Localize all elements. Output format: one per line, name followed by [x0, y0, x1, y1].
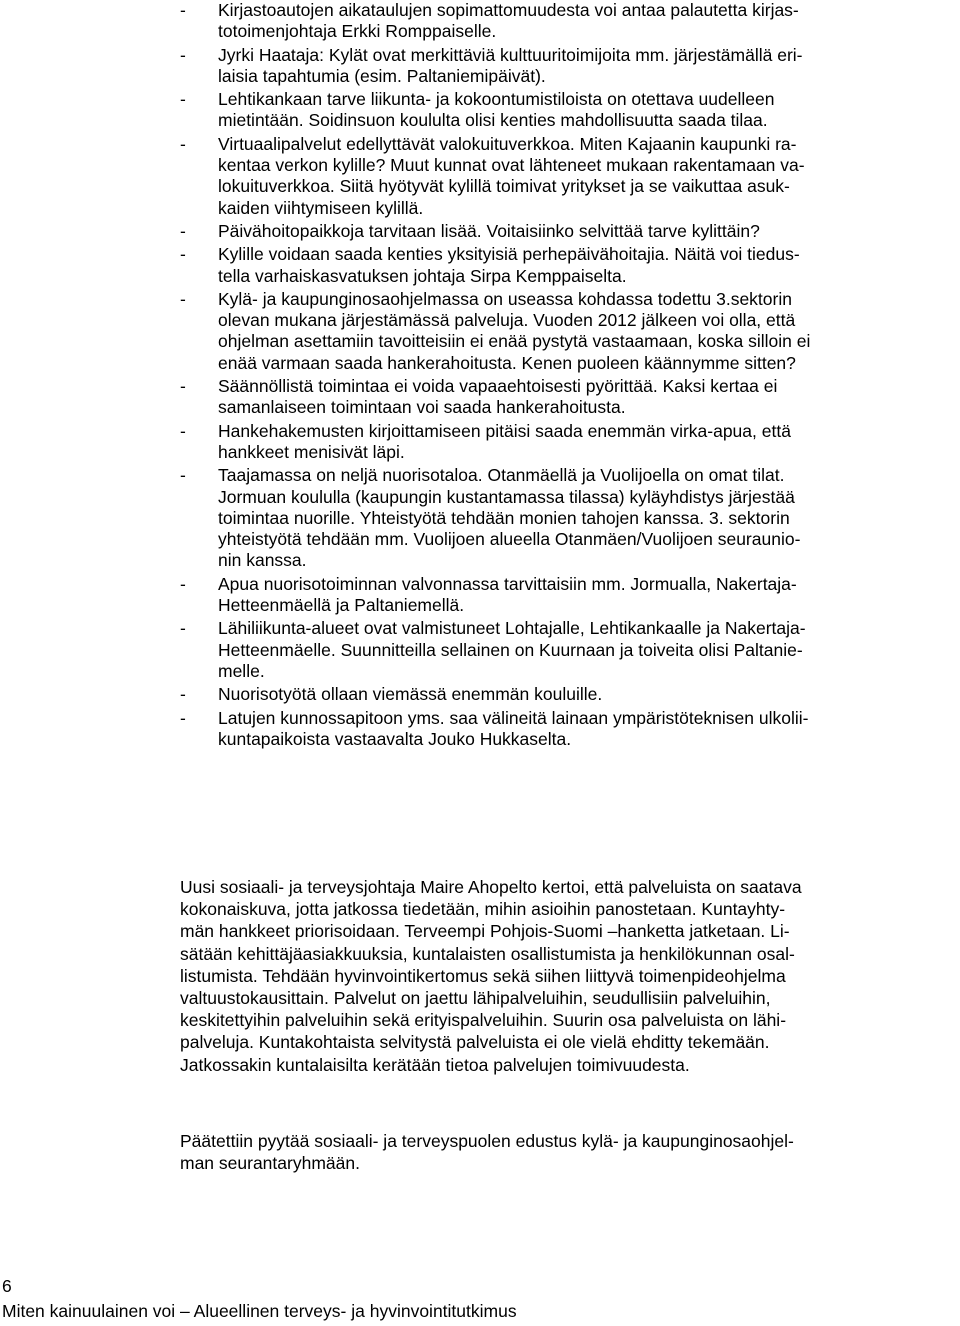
bullet-item	[180, 289, 960, 374]
bullet-dash: -	[180, 89, 186, 110]
bullet-item	[180, 221, 960, 242]
bullet-text: Taajamassa on neljä nuorisotaloa. Otanmäellä ja Vuolijoella on omat tilat. Jormuan koululla (kaupungin kustantamassa tilassa) kyläyhdistys järjestää toimintaa nuorille. Yhteistyötä tehdään monien tahojen kanssa. 3. sektorin yhteistyötä tehdään mm. Vuolijoen alueella Otanmäen/Vuolijoen seuraunio- nin kanssa.	[218, 465, 801, 571]
bullet-text: Päivähoitopaikkoja tarvitaan lisää. Voitaisiinko selvittää tarve kylittäin?	[218, 220, 760, 241]
page-number: 6	[2, 1276, 12, 1296]
bullet-dash: -	[180, 707, 186, 728]
bullet-dash: -	[180, 618, 186, 639]
bullet-text: Virtuaalipalvelut edellyttävät valokuituverkkoa. Miten Kajaanin kaupunki ra- kentaa verkon kylille? Muut kunnat ovat lähteneet mukaan rakentamaan va- lokuituverkkoa. Siitä hyötyvät kylillä toimivat yritykset ja se vaikuttaa asuk- kaiden viihtymiseen kylillä.	[218, 133, 805, 218]
bullet-text: Nuorisotyötä ollaan viemässä enemmän kouluille.	[218, 684, 603, 705]
bullet-item	[180, 89, 960, 132]
bullet-text: Säännöllistä toimintaa ei voida vapaaehtoisesti pyörittää. Kaksi kertaa ei samanlaiseen toimintaan voi saada hankerahoitusta.	[218, 376, 778, 418]
body-paragraph: Uusi sosiaali- ja terveysjohtaja Maire Ahopelto kertoi, että palveluista on saatava kokonaiskuva, jotta jatkossa tiedetään, mihin asioihin panostetaan. Kuntayhty- män hankkeet priorisoidaan. Terveempi Pohjois-Suomi –hanketta jatketaan. Li- sätään kehittäjäasiakkuuksia, kuntalaisten osallistumista ja henkilökunnan osal- listumista. Tehdään hyvinvointikertomus sekä siihen liittyvä toimenpideohjelma valtuustokausittain. Palvelut on jaettu lähipalveluihin, seudullisiin palveluihin, keskitettyihin palveluihin sekä erityispalveluihin. Suurin osa palveluista on lähi- palveluja. Kuntakohtaista selvitystä palveluista ei ole vielä ehditty tekemään. Jatkossakin kuntalaisilta kerätään tietoa palvelujen toimivuudesta.	[180, 877, 802, 1075]
body-paragraph: Päätettiin pyytää sosiaali- ja terveyspuolen edustus kylä- ja kaupunginosaohjel- man seurantaryhmään.	[180, 1131, 794, 1174]
bullet-item	[180, 574, 960, 617]
footer-title: Miten kainuulainen voi – Alueellinen terveys- ja hyvinvointitutkimus	[2, 1301, 517, 1321]
bullet-item	[180, 376, 960, 419]
bullet-item	[180, 0, 960, 43]
bullet-dash: -	[180, 420, 186, 441]
bullet-item	[180, 684, 960, 705]
bullet-dash: -	[180, 573, 186, 594]
bullet-item	[180, 134, 960, 219]
bullet-dash: -	[180, 684, 186, 705]
bullet-text: Apua nuorisotoiminnan valvonnassa tarvittaisiin mm. Jormualla, Nakertaja- Hetteenmäellä ja Paltaniemellä.	[218, 573, 797, 616]
bullet-list	[180, 0, 960, 750]
bullet-item	[180, 421, 960, 464]
bullet-item	[180, 708, 960, 751]
bullet-text: Latujen kunnossapitoon yms. saa välineitä lainaan ympäristöteknisen ulkolii- kuntapaikoista vastaavalta Jouko Hukkaselta.	[218, 707, 809, 749]
bullet-text: Hankehakemusten kirjoittamiseen pitäisi saada enemmän virka-apua, että hankkeet menisivät läpi.	[218, 420, 791, 462]
bullet-dash: -	[180, 133, 186, 154]
bullet-text: Kirjastoautojen aikataulujen sopimattomuudesta voi antaa palautetta kirjas- totoimenjohtaja Erkki Romppaiselle.	[218, 0, 799, 42]
bullet-text: Kylä- ja kaupunginosaohjelmassa on useassa kohdassa todettu 3.sektorin olevan mukana järjestämässä palveluja. Vuoden 2012 jälkeen voi olla, että ohjelman asettamiin tavoitteisiin ei enää pystytä vastaamaan, koska silloin ei enää varmaan saada hankerahoitusta. Kenen puoleen käännymme sitten?	[218, 288, 811, 373]
bullet-item	[180, 618, 960, 682]
bullet-text: Lähiliikunta-alueet ovat valmistuneet Lohtajalle, Lehtikankaalle ja Nakertaja- Hetteenmäelle. Suunnitteilla sellainen on Kuurnaan ja toiveita olisi Paltanie- melle.	[218, 618, 806, 681]
bullet-dash: -	[180, 44, 186, 65]
bullet-item	[180, 45, 960, 88]
bullet-text: Jyrki Haataja: Kylät ovat merkittäviä kulttuuritoimijoita mm. järjestämällä eri- laisia tapahtumia (esim. Paltaniemipäivät).	[218, 44, 803, 86]
bullet-dash: -	[180, 0, 186, 20]
bullet-dash: -	[180, 465, 186, 486]
bullet-item	[180, 244, 960, 287]
bullet-text: Lehtikankaan tarve liikunta- ja kokoontumistiloista on otettava uudelleen mietintään. Soidinsuon koululta olisi kenties mahdollisuutta saada tilaa.	[218, 89, 775, 131]
bullet-dash: -	[180, 220, 186, 241]
bullet-dash: -	[180, 288, 186, 309]
bullet-text: Kylille voidaan saada kenties yksityisiä perhepäivähoitajia. Näitä voi tiedus- tella varhaiskasvatuksen johtaja Sirpa Kemppaiselta.	[218, 244, 800, 286]
bullet-dash: -	[180, 244, 186, 265]
bullet-dash: -	[180, 376, 186, 397]
bullet-item	[180, 465, 960, 571]
